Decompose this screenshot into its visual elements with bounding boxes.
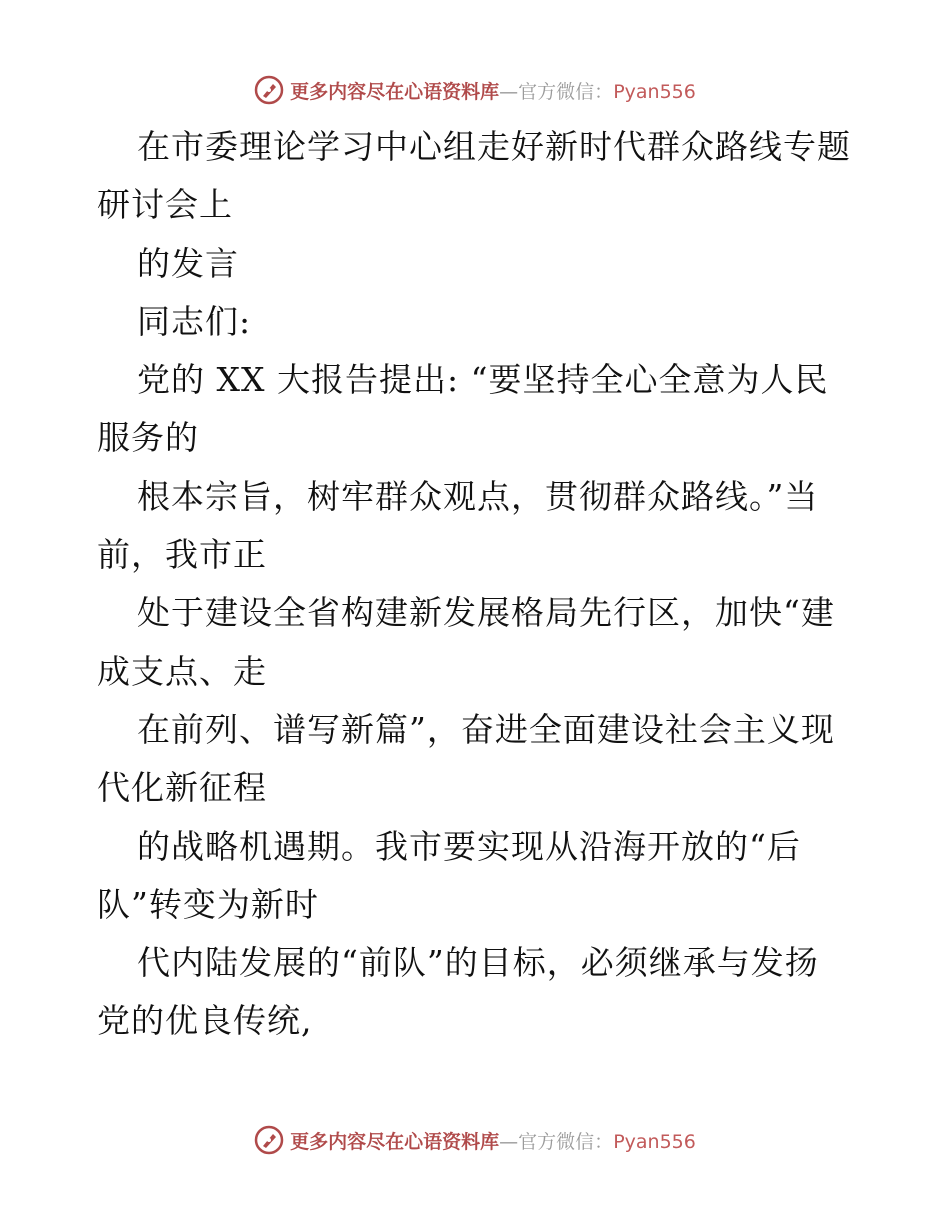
document-line: 党的 XX 大报告提出: “要坚持全心全意为人民 bbox=[137, 360, 829, 400]
pen-nib-logo-icon bbox=[254, 1125, 284, 1155]
document-line: 代化新征程 bbox=[97, 768, 267, 808]
document-line: 前，我市正 bbox=[97, 535, 267, 575]
header-watermark bbox=[0, 70, 950, 110]
document-line: 的战略机遇期。我市要实现从沿海开放的“后 bbox=[137, 826, 801, 866]
watermark-separator: — bbox=[499, 1130, 519, 1153]
document-line: 根本宗旨，树牢群众观点，贯彻群众路线。”当 bbox=[137, 476, 819, 516]
document-line: 在市委理论学习中心组走好新时代群众路线专题 bbox=[137, 127, 851, 166]
document-line: 服务的 bbox=[97, 418, 199, 458]
document-line: 处于建设全省构建新发展格局先行区，加快“建 bbox=[137, 593, 835, 633]
document-line: 队”转变为新时 bbox=[97, 884, 319, 924]
pen-nib-logo-icon bbox=[254, 75, 284, 105]
document-line: 研讨会上 bbox=[97, 185, 233, 225]
document-line: 党的优良传统, bbox=[97, 1001, 313, 1041]
document-line: 的发言 bbox=[137, 243, 239, 283]
document-line: 同志们: bbox=[137, 301, 252, 341]
document-line: 在前列、谱写新篇”，奋进全面建设社会主义现 bbox=[137, 709, 835, 749]
watermark-wechat-id: Pyan556 bbox=[613, 80, 696, 103]
watermark-wechat-label: 官方微信： bbox=[518, 1130, 614, 1153]
watermark-site-text: 更多内容尽在心语资料库 bbox=[290, 1130, 500, 1153]
document-body bbox=[97, 118, 867, 1051]
watermark-wechat-label: 官方微信： bbox=[518, 80, 614, 103]
watermark-site-text: 更多内容尽在心语资料库 bbox=[290, 80, 500, 103]
document-line: 成支点、走 bbox=[97, 651, 267, 691]
watermark-text bbox=[290, 1127, 696, 1154]
watermark-wechat-id: Pyan556 bbox=[613, 1130, 696, 1153]
document-line: 代内陆发展的“前队”的目标，必须继承与发扬 bbox=[137, 943, 819, 983]
footer-watermark bbox=[0, 1120, 950, 1160]
watermark-separator: — bbox=[499, 80, 519, 103]
watermark-text bbox=[290, 77, 696, 104]
